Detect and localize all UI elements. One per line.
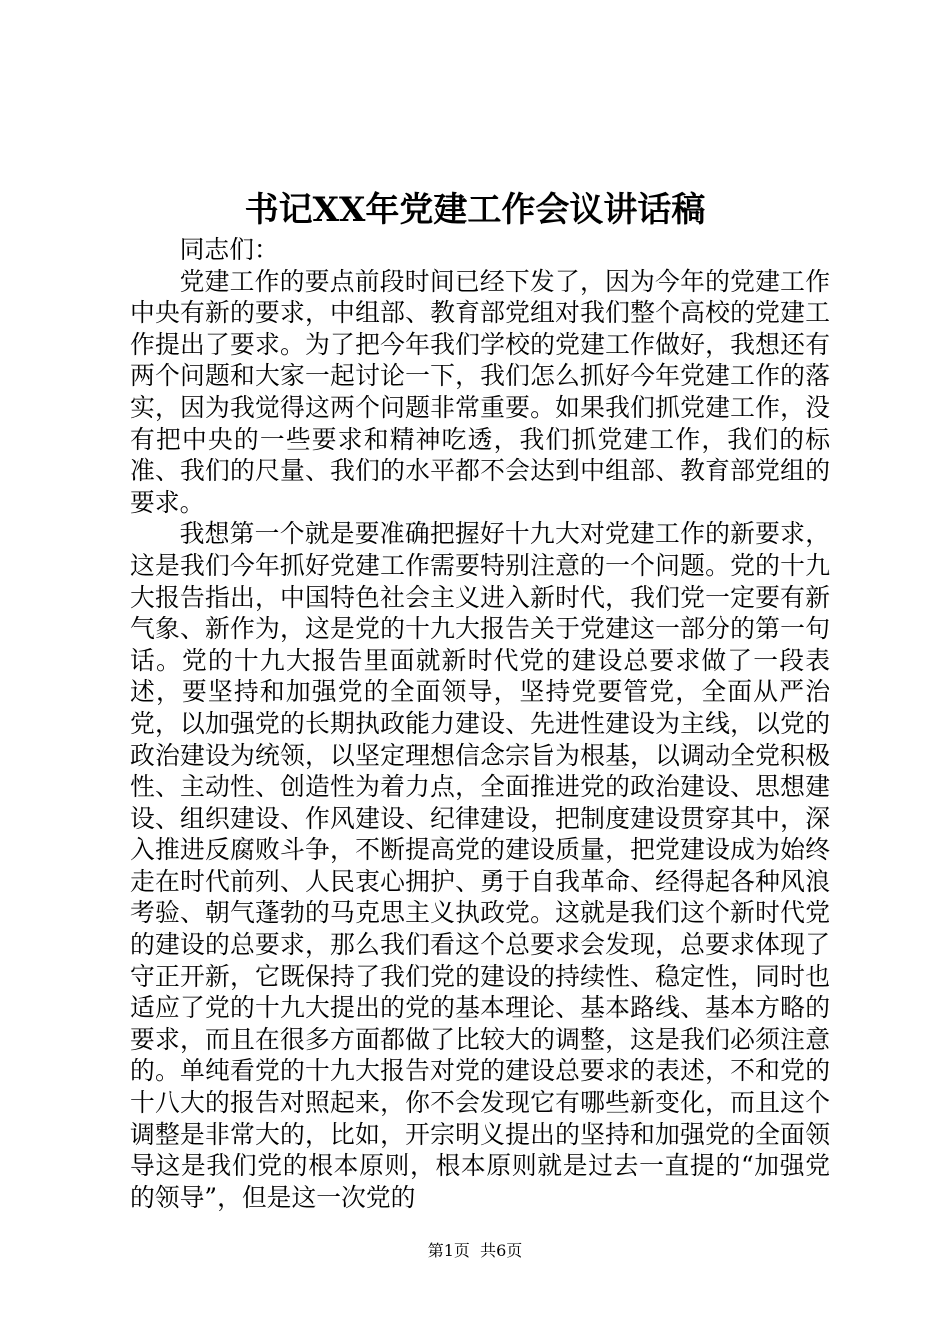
document-body [130, 234, 830, 1213]
page-footer [0, 1240, 950, 1262]
salutation: 同志们： [179, 235, 279, 264]
paragraph: 党建工作的要点前段时间已经下发了，因为今年的党建工作中央有新的要求，中组部、教育部党组对我们整个高校的党建工作提出了要求。为了把今年我们学校的党建工作做好，我想还有两个问题和大家一起讨论一下，我们怎么抓好今年党建工作的落实，因为我觉得这两个问题非常重要。如果我们抓党建工作，没有把中央的一些要求和精神吃透，我们抓党建工作，我们的标准、我们的尺量、我们的水平都不会达到中组部、教育部党组的要求。 [130, 266, 830, 517]
paragraph: 我想第一个就是要准确把握好十九大对党建工作的新要求，这是我们今年抓好党建工作需要特别注意的一个问题。党的十九大报告指出，中国特色社会主义进入新时代，我们党一定要有新气象、新作为，这是党的十九大报告关于党建这一部分的第一句话。党的十九大报告里面就新时代党的建设总要求做了一段表述，要坚持和加强党的全面领导，坚持党要管党，全面从严治党，以加强党的长期执政能力建设、先进性建设为主线，以党的政治建设为统领，以坚定理想信念宗旨为根基，以调动全党积极性、主动性、创造性为着力点，全面推进党的政治建设、思想建设、组织建设、作风建设、纪律建设，把制度建设贯穿其中，深入推进反腐败斗争，不断提高党的建设质量，把党建设成为始终走在时代前列、人民衷心拥护、勇于自我革命、经得起各种风浪考验、朝气蓬勃的马克思主义执政党。这就是我们这个新时代党的建设的总要求，那么我们看这个总要求会发现，总要求体现了守正开新，它既保持了我们党的建设的持续性、稳定性，同时也适应了党的十九大提出的党的基本理论、基本路线、基本方略的要求，而且在很多方面都做了比较大的调整，这是我们必须注意的。单纯看党的十九大报告对党的建设总要求的表述，不和党的十八大的报告对照起来，你不会发现它有哪些新变化，而且这个调整是非常大的，比如，开宗明义提出的坚持和加强党的全面领导这是我们党的根本原则，根本原则就是过去一直提的“加强党的领导”，但是这一次党的 [130, 519, 830, 1212]
page-number: 第1页 [427, 1241, 470, 1260]
page-total: 共6页 [480, 1241, 523, 1260]
document-title: 书记XX年党建工作会议讲话稿 [244, 190, 706, 230]
